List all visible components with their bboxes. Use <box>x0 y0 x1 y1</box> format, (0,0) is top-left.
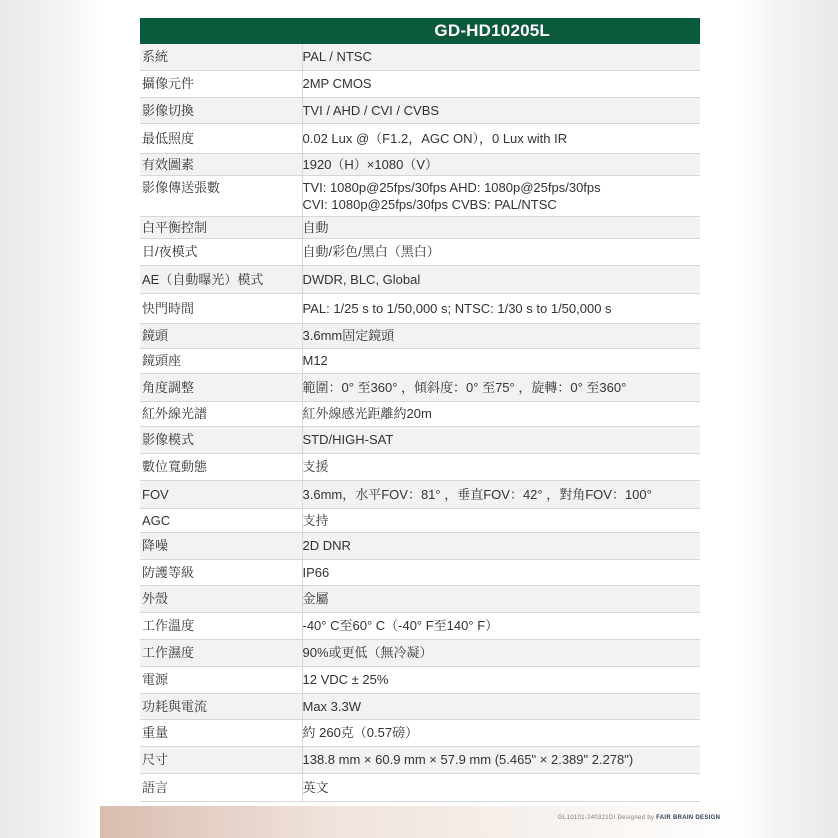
spec-row <box>140 70 700 97</box>
spec-value: 2D DNR <box>302 532 700 559</box>
spec-row <box>140 773 700 801</box>
spec-row <box>140 426 700 453</box>
document-code: GL10101-240321DI Designed by <box>558 815 655 821</box>
spec-row <box>140 559 700 585</box>
spec-value <box>302 175 700 216</box>
spec-row <box>140 44 700 70</box>
spec-row <box>140 238 700 265</box>
spec-label: AGC <box>140 508 302 532</box>
spec-row <box>140 153 700 175</box>
spec-row <box>140 323 700 348</box>
spec-value: STD/HIGH-SAT <box>302 426 700 453</box>
spec-label: FOV <box>140 480 302 508</box>
footer-credit <box>558 815 720 821</box>
spec-label: 攝像元件 <box>140 70 302 97</box>
spec-value: 支援 <box>302 453 700 480</box>
spec-row <box>140 508 700 532</box>
spec-header <box>140 18 700 44</box>
spec-label: 外殼 <box>140 585 302 612</box>
spec-row <box>140 216 700 238</box>
spec-label: 工作濕度 <box>140 639 302 666</box>
spec-label: 電源 <box>140 666 302 693</box>
spec-row <box>140 175 700 216</box>
spec-value: 英文 <box>302 773 700 801</box>
spec-table-body <box>140 44 700 801</box>
spec-row <box>140 666 700 693</box>
spec-row <box>140 348 700 373</box>
spec-value: 金屬 <box>302 585 700 612</box>
spec-value: 自動/彩色/黑白（黑白） <box>302 238 700 265</box>
spec-label: 工作溫度 <box>140 612 302 639</box>
spec-value-line: CVI: 1080p@25fps/30fps CVBS: PAL/NTSC <box>302 196 557 212</box>
spec-value: 12 VDC ± 25% <box>302 666 700 693</box>
spec-row <box>140 585 700 612</box>
spec-value: TVI / AHD / CVI / CVBS <box>302 97 700 123</box>
spec-value: IP66 <box>302 559 700 585</box>
spec-row <box>140 639 700 666</box>
spec-row <box>140 373 700 401</box>
spec-label: 尺寸 <box>140 746 302 773</box>
spec-label: 防護等級 <box>140 559 302 585</box>
spec-row <box>140 453 700 480</box>
spec-label: 重量 <box>140 719 302 746</box>
spec-label: 影像切換 <box>140 97 302 123</box>
spec-row <box>140 123 700 153</box>
spec-row <box>140 693 700 719</box>
spec-value: DWDR, BLC, Global <box>302 265 700 293</box>
right-background-shade <box>738 0 838 838</box>
spec-label: 角度調整 <box>140 373 302 401</box>
spec-value: 約 260克（0.57磅） <box>302 719 700 746</box>
spec-value: -40° C至60° C（-40° F至140° F） <box>302 612 700 639</box>
spec-label: 鏡頭 <box>140 323 302 348</box>
spec-value-line: TVI: 1080p@25fps/30fps AHD: 1080p@25fps/30fps <box>302 179 601 195</box>
bottom-decorative-band <box>100 806 738 838</box>
spec-label: 鏡頭座 <box>140 348 302 373</box>
spec-label: 數位寬動態 <box>140 453 302 480</box>
spec-value: 0.02 Lux @（F1.2，AGC ON），0 Lux with IR <box>302 123 700 153</box>
spec-table <box>140 44 700 802</box>
spec-label: 影像模式 <box>140 426 302 453</box>
left-background-shade <box>0 0 100 838</box>
spec-value: 2MP CMOS <box>302 70 700 97</box>
spec-label: 有效圖素 <box>140 153 302 175</box>
spec-row <box>140 97 700 123</box>
spec-value: 138.8 mm × 60.9 mm × 57.9 mm (5.465" × 2.389" 2.278") <box>302 746 700 773</box>
spec-label: 影像傳送張數 <box>140 175 302 216</box>
spec-value: 1920（H）×1080（V） <box>302 153 700 175</box>
spec-label: 降噪 <box>140 532 302 559</box>
spec-label: 紅外線光譜 <box>140 401 302 426</box>
spec-label: AE（自動曝光）模式 <box>140 265 302 293</box>
spec-value: 自動 <box>302 216 700 238</box>
spec-row <box>140 293 700 323</box>
designer-brand: FAIR BRAIN DESIGN <box>656 815 721 821</box>
spec-label: 功耗與電流 <box>140 693 302 719</box>
spec-label: 日/夜模式 <box>140 238 302 265</box>
spec-value: PAL / NTSC <box>302 44 700 70</box>
spec-value: 範圍：0° 至360° ，傾斜度：0° 至75° ，旋轉：0° 至360° <box>302 373 700 401</box>
spec-value: M12 <box>302 348 700 373</box>
spec-row <box>140 401 700 426</box>
spec-value: 3.6mm，水平FOV：81° ，垂直FOV：42° ，對角FOV：100° <box>302 480 700 508</box>
spec-value: PAL: 1/25 s to 1/50,000 s; NTSC: 1/30 s to 1/50,000 s <box>302 293 700 323</box>
spec-value: 3.6mm固定鏡頭 <box>302 323 700 348</box>
spec-label: 語言 <box>140 773 302 801</box>
spec-row <box>140 265 700 293</box>
model-title: GD-HD10205L <box>434 21 550 40</box>
spec-value: 紅外線感光距離約20m <box>302 401 700 426</box>
spec-value: 支持 <box>302 508 700 532</box>
spec-label: 最低照度 <box>140 123 302 153</box>
spec-row <box>140 612 700 639</box>
spec-row <box>140 480 700 508</box>
spec-label: 白平衡控制 <box>140 216 302 238</box>
spec-sheet <box>140 18 700 802</box>
spec-value: 90%或更低（無冷凝） <box>302 639 700 666</box>
spec-row <box>140 746 700 773</box>
spec-row <box>140 532 700 559</box>
spec-row <box>140 719 700 746</box>
spec-value: Max 3.3W <box>302 693 700 719</box>
spec-label: 快門時間 <box>140 293 302 323</box>
spec-label: 系統 <box>140 44 302 70</box>
